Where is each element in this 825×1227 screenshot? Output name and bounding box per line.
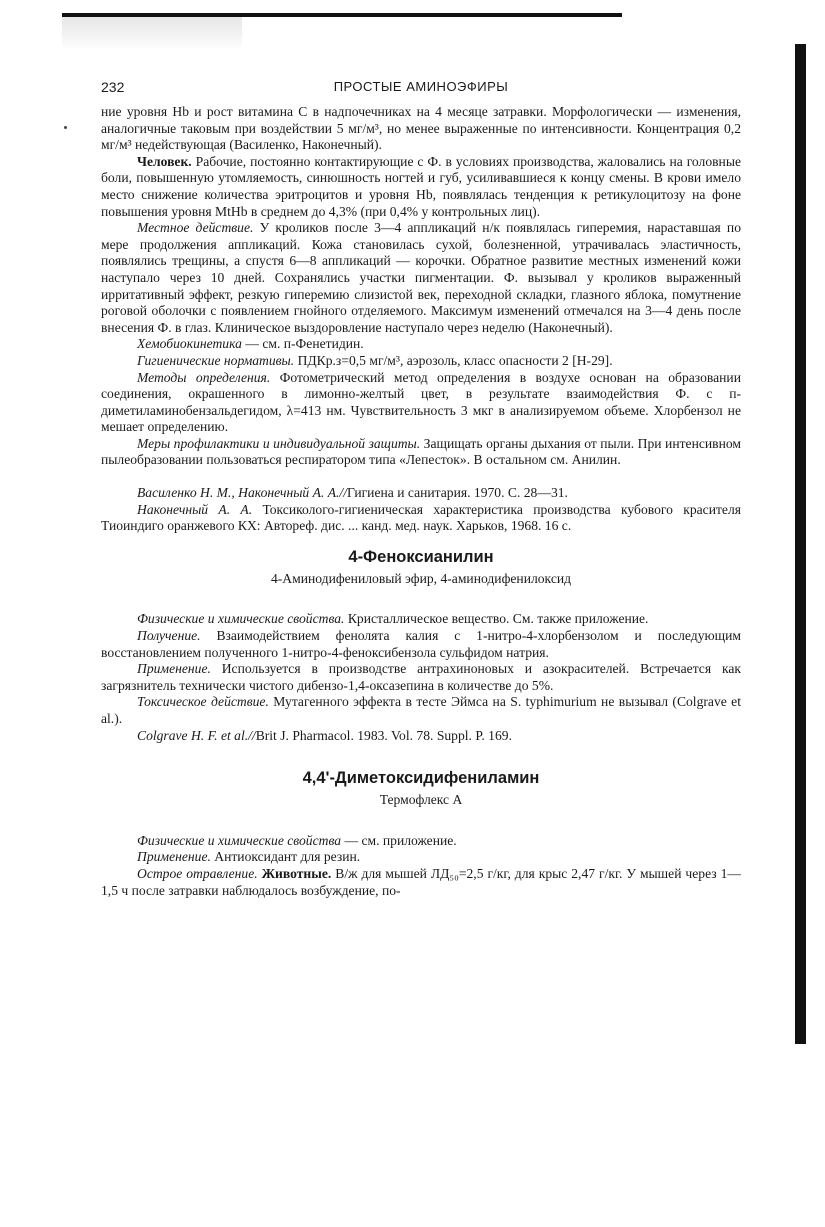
scan-edge-rule bbox=[62, 13, 622, 17]
label-application: Применение. bbox=[137, 661, 211, 677]
paragraph-continued: ние уровня Hb и рост витамина С в надпочечниках на 4 месяце затравки. Морфологически — изменения, аналогичные таковым при воздействии 5 мг/м³, но менее выраженные по интенсивности. Концентрация 0,2 мг/м³ недействующая (Василенко, Наконечный). bbox=[101, 104, 741, 153]
reference-item: Colgrave H. F. et al.//Brit J. Pharmacol. 1983. Vol. 78. Suppl. P. 169. bbox=[137, 727, 512, 743]
label-prevention: Меры профилактики и индивидуальной защиты. bbox=[137, 435, 421, 451]
label-local-action: Местное действие. bbox=[137, 220, 254, 236]
section-subtitle-dimethoxydiphenylamine: Термофлекс А bbox=[379, 792, 463, 808]
paragraph-acute-poisoning: Острое отравление. Животные. В/ж для мышей ЛД₅₀=2,5 г/кг, для крыс 2,47 г/кг. У мышей через 1—1,5 ч после затравки наблюдалось возбуждение, по- bbox=[101, 865, 742, 898]
scan-artifact bbox=[62, 14, 242, 50]
label-application: Применение. bbox=[137, 849, 211, 865]
label-methods: Методы определения. bbox=[137, 369, 271, 385]
paragraph-application: Применение. Используется в производстве антрахиноновых и азокрасителей. Встречается как загрязнитель технически чистого дибензо-1,4-оксазепина в количестве до 5%. bbox=[101, 661, 741, 693]
reference-item: Наконечный А. А. Токсиколого-гигиеническая характеристика производства кубового красителя Тиоиндиго оранжевого КХ: Автореф. дис. ... канд. мед. наук. Харьков, 1968. 16 с. bbox=[101, 501, 741, 534]
paragraph-chemobiokinetics: Хемобиокинетика — см. п-Фенетидин. bbox=[137, 336, 364, 352]
paragraph-properties: Физические и химические свойства. Кристаллическое вещество. См. также приложение. bbox=[137, 611, 649, 627]
label-properties: Физические и химические свойства. bbox=[137, 611, 345, 627]
paragraph-local-action: Местное действие. У кроликов после 3—4 аппликаций н/к появлялась гиперемия, нараставшая по мере продолжения аппликаций. Кожа становилась сухой, болезненной, утрачивалась эластичность, появлялись трещины, а спустя 6—8 аппликаций — корочки. Обратное развитие местных изменений кожи наступало через 10 дней. Сохранялись участки пигментации. Ф. вызывал у кроликов выраженный ирритативный эффект, резкую гиперемию слизистой век, переходной складки, глазного яблока, помутнение роговой оболочки с появлением гнойного отделяемого. Максимум изменений отмечался на 3—4 день после внесения Ф. в глаз. Клиническое выздоровление наступало через неделю (Наконечный). bbox=[101, 220, 741, 335]
page-content bbox=[101, 76, 741, 899]
paragraph-human: Человек. Рабочие, постоянно контактирующие с Ф. в условиях производства, жаловались на головные боли, повышенную утомляемость, синюшность ногтей и губ, усиливавшиеся к концу смены. В крови имело место снижение количества эритроцитов и уровня Hb, появлялась тенденция к ретикулоцитозу на фоне повышения уровня MtHb в среднем до 4,3% (при 0,4% у контрольных лиц). bbox=[101, 153, 741, 219]
running-head bbox=[101, 76, 741, 96]
label-hygienic-norms: Гигиенические нормативы. bbox=[137, 352, 295, 368]
label-animals: Животные. bbox=[257, 865, 332, 881]
reference-author: Василенко Н. М., Наконечный А. А.// bbox=[137, 485, 347, 501]
label-preparation: Получение. bbox=[137, 628, 201, 644]
paragraph-hygienic-norms: Гигиенические нормативы. ПДКр.з=0,5 мг/м³, аэрозоль, класс опасности 2 [Н-29]. bbox=[137, 352, 613, 368]
reference-author: Наконечный А. А. bbox=[137, 501, 253, 517]
scan-speck bbox=[64, 126, 67, 129]
label-acute-poisoning: Острое отравление. bbox=[137, 865, 258, 881]
label-properties: Физические и химические свойства bbox=[137, 832, 342, 848]
paragraph-application: Применение. Антиоксидант для резин. bbox=[137, 849, 361, 865]
section-title-phenoxyaniline: 4-Феноксианилин bbox=[348, 547, 494, 566]
label-chemobiokinetics: Хемобиокинетика bbox=[137, 336, 242, 352]
running-title: ПРОСТЫЕ АМИНОЭФИРЫ bbox=[333, 79, 509, 95]
paragraph-prevention: Меры профилактики и индивидуальной защиты. Защищать органы дыхания от пыли. При интенсивном пылеобразовании пользоваться респиратором типа «Лепесток». В остальном см. Анилин. bbox=[101, 435, 741, 468]
section-subtitle-phenoxyaniline: 4-Аминодифениловый эфир, 4-аминодифенилоксид bbox=[270, 570, 572, 586]
page-number: 232 bbox=[101, 79, 125, 96]
scan-edge-bar bbox=[795, 44, 806, 1044]
paragraph-toxic-action: Токсическое действие. Мутагенного эффекта в тесте Эймса на S. typhimurium не вызывал (Colgrave et al.). bbox=[101, 694, 741, 726]
reference-item: Василенко Н. М., Наконечный А. А.//Гигиена и санитария. 1970. С. 28—31. bbox=[137, 485, 568, 501]
paragraph-methods: Методы определения. Фотометрический метод определения в воздухе основан на образовании соединения, окрашенного в лимонно-желтый цвет, в результате взаимодействия Ф. с п-диметиламинобензальдегидом, λ=413 нм. Чувствительность 3 мкг в анализируемом объеме. Хлорбензол не мешает определению. bbox=[101, 369, 741, 435]
paragraph-properties: Физические и химические свойства — см. приложение. bbox=[137, 832, 457, 848]
paragraph-preparation: Получение. Взаимодействием фенолята калия с 1-нитро-4-хлорбензолом и последующим восстановлением полученного 1-нитро-4-феноксибензола сульфидом натрия. bbox=[101, 628, 741, 660]
section-title-dimethoxydiphenylamine: 4,4'-Диметоксидифениламин bbox=[302, 769, 540, 788]
label-human: Человек. bbox=[137, 153, 192, 169]
reference-author: Colgrave H. F. et al.// bbox=[137, 727, 256, 743]
label-toxic-action: Токсическое действие. bbox=[137, 694, 269, 710]
